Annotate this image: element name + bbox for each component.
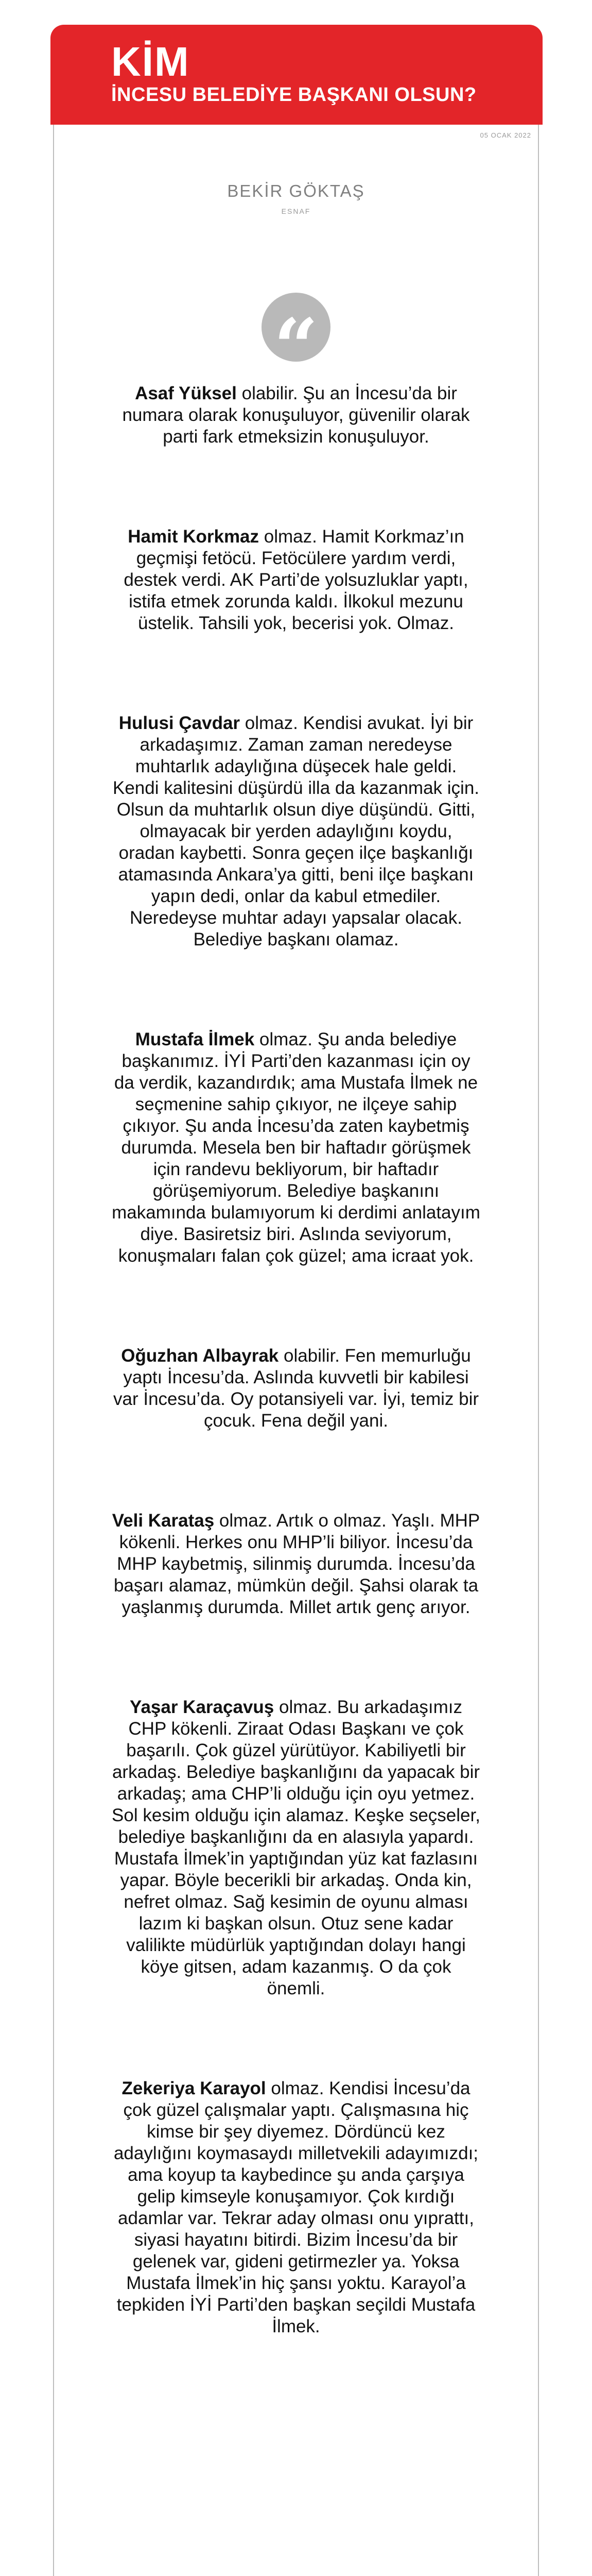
candidate-text: olmaz. Bu arkadaşımız CHP kökenli. Ziraat Odası Başkanı ve çok başarılı. Çok güzel yürütüyor. Kabiliyetli bir arkadaş. Belediye başkanlığını da yapacak bir arkadaş; ama CHP’li olduğu için oyu yetmez. Sol kesim olduğu için alamaz. Keşke seçseler, belediye başkanlığını da en alasıyla yapardı. Mustafa İlmek’in yaptığından yüz kat fazlasını yapar. Böyle becerikli bir arkadaş. Onda kin, nefret olmaz. Sağ kesimin de oyunu alması lazım ki başkan olsun. Otuz sene kadar valilikte müdürlük yaptığından dolayı hangi köye gitsen, adam kazanmış. O da çok önemli. [112, 1697, 480, 1998]
candidate-name: Mustafa İlmek [135, 1029, 255, 1049]
candidate-text: olmaz. Kendisi İncesu’da çok güzel çalışmalar yaptı. Çalışmasına hiç kimse bir şey diyemez. Dördüncü kez adaylığını koymasaydı milletvekili adayımızdı; ama koyup ta kaybedince şu anda çarşıya gelip kimseyle konuşamıyor. Çok kırdığı adamlar var. Tekrar aday olması onu yıprattı, siyasi hayatını bitirdi. Bizim İncesu’da bir gelenek var, gideni getirmezler ya. Yoksa Mustafa İlmek’in hiç şansı yoktu. Karayol’a tepkiden İYİ Parti’den başkan seçildi Mustafa İlmek. [113, 2078, 479, 2336]
candidate-name: Yaşar Karaçavuş [130, 1697, 274, 1717]
paragraph-yasar-karacavus [111, 1697, 481, 1999]
header-banner [50, 25, 543, 125]
candidate-text: olmaz. Hamit Korkmaz’ın geçmişi fetöcü. Fetöcülere yardım verdi, destek verdi. AK Parti’de yolsuzluklar yaptı, istifa etmek zorunda kaldı. İlkokul mezunu üstelik. Tahsili yok, becerisi yok. Olmaz. [124, 527, 468, 633]
candidate-name: Asaf Yüksel [135, 383, 237, 403]
candidate-name: Hamit Korkmaz [128, 527, 259, 547]
paragraph-veli-karatas [111, 1510, 481, 1618]
author-role: ESNAF [281, 207, 311, 215]
candidate-text: olmaz. Şu anda belediye başkanımız. İYİ Parti’den kazanması için oy da verdik, kazandırdık; ama Mustafa İlmek ne seçmenine sahip çıkıyor, ne ilçeye sahip çıkıyor. Şu anda İncesu’da zaten kaybetmiş durumda. Mesela ben bir haftadır görüşmek için randevu bekliyorum, bir haftadır görüşemiyorum. Belediye başkanını makamında bulamıyorum ki derdimi anlatayım diye. Basiretsiz biri. Aslında seviyorum, konuşmaları falan çok güzel; ama icraat yok. [112, 1029, 480, 1266]
paragraph-hamit-korkmaz [111, 526, 481, 634]
open-quote-icon: “ [262, 293, 330, 362]
publish-date: 05 OCAK 2022 [480, 131, 531, 139]
paragraph-mustafa-ilmek [111, 1029, 481, 1267]
author-name: BEKİR GÖKTAŞ [227, 181, 365, 200]
paragraph-asaf-yuksel [111, 383, 481, 448]
paragraph-hulusi-cavdar [111, 713, 481, 951]
candidate-text: olmaz. Kendisi avukat. İyi bir arkadaşımız. Zaman zaman neredeyse muhtarlık adaylığına düşecek hale geldi. Kendi kalitesini düşürdü illa da kazanmak için. Olsun da muhtarlık olsun diye düşündü. Gitti, olmayacak bir yerden adaylığını koydu, oradan kaybetti. Sonra geçen ilçe başkanlığı atamasında Ankara’ya gitti, beni ilçe başkanı yapın dedi, onlar da kabul etmediler. Neredeyse muhtar adayı yapsalar olacak. Belediye başkanı olamaz. [112, 713, 480, 950]
candidate-name: Zekeriya Karayol [121, 2078, 266, 2098]
header-subtitle: İNCESU BELEDİYE BAŞKANI OLSUN? [111, 84, 477, 106]
candidate-text: olabilir. Fen memurluğu yaptı İncesu’da. Aslında kuvvetli bir kabilesi var İncesu’da. Oy potansiyeli var. İyi, temiz bir çocuk. Fena değil yani. [113, 1346, 479, 1431]
header-title: KİM [111, 39, 190, 84]
article-body [0, 383, 592, 2416]
candidate-text: olabilir. Şu an İncesu’da bir numara olarak konuşuluyor, güvenilir olarak parti fark etmeksizin konuşuluyor. [122, 383, 470, 447]
paragraph-oguzhan-albayrak [111, 1345, 481, 1432]
candidate-name: Oğuzhan Albayrak [121, 1346, 279, 1366]
paragraph-zekeriya-karayol [111, 2078, 481, 2337]
candidate-name: Hulusi Çavdar [118, 713, 240, 733]
candidate-text: olmaz. Artık o olmaz. Yaşlı. MHP kökenli. Herkes onu MHP’li biliyor. İncesu’da MHP kaybetmiş, silinmiş durumda. İncesu’da başarı alamaz, mümkün değil. Şahsi olarak ta yaşlanmış durumda. Millet artık genç arıyor. [113, 1511, 480, 1617]
author-block [0, 181, 592, 215]
candidate-name: Veli Karataş [112, 1511, 215, 1531]
